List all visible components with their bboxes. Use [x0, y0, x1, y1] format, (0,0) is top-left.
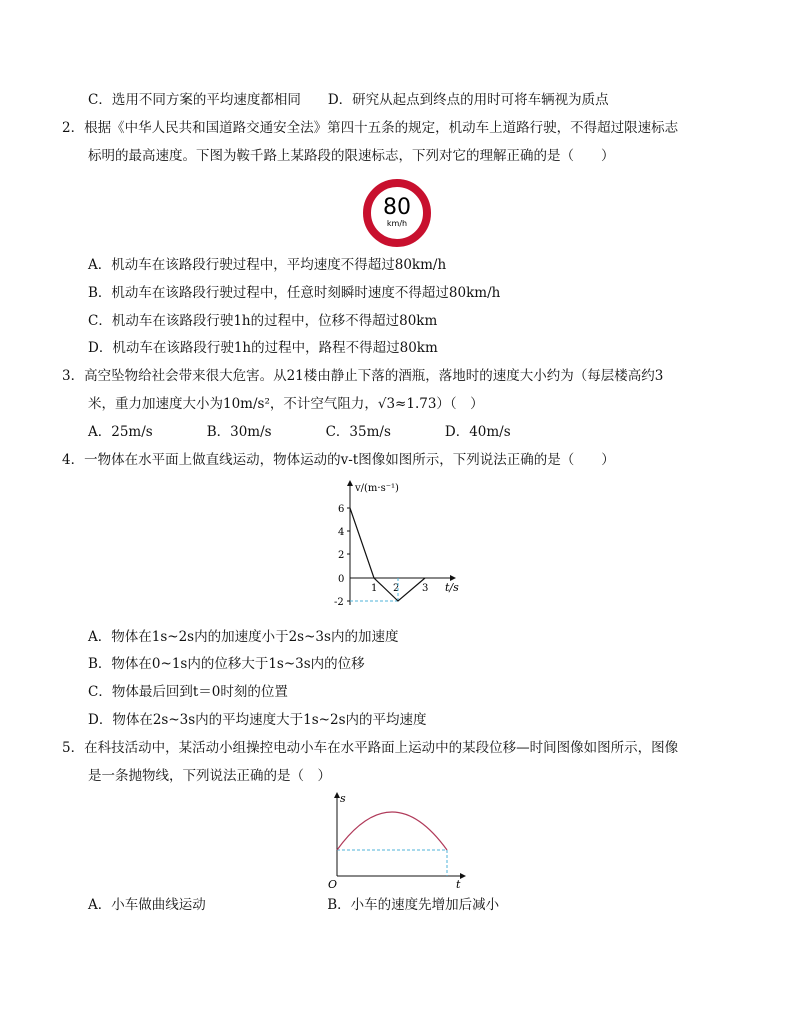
- vt-y-tick-6: 6: [338, 504, 345, 515]
- q4-option-a: A．物体在1s~2s内的加速度小于2s~3s内的加速度: [88, 629, 399, 645]
- sign-number: 80: [383, 195, 411, 220]
- q3-stem-line-1: 3．高空坠物给社会带来很大危害。从21楼由静止下落的酒瓶，落地时的速度大小约为（每层楼高约3: [62, 368, 664, 384]
- vt-x-tick-3: 3: [422, 583, 429, 594]
- q2-option-d: D．机动车在该路段行驶1h的过程中，路程不得超过80km: [88, 340, 438, 356]
- speed-limit-sign: [362, 178, 432, 248]
- q3-options: A．25m/s B．30m/s C．35m/s D．40m/s: [88, 424, 511, 440]
- st-origin-label: O: [328, 878, 338, 890]
- q5-stem-line-2: 是一条抛物线，下列说法正确的是（ ）: [88, 768, 331, 784]
- q2-stem-line-1: 2．根据《中华人民共和国道路交通安全法》第四十五条的规定，机动车上道路行驶，不得超过限速标志: [62, 120, 679, 136]
- sign-unit: km/h: [386, 219, 408, 228]
- st-graph: [325, 790, 475, 890]
- vt-x-tick-1: 1: [371, 583, 378, 594]
- q2-stem-line-2: 标明的最高速度。下图为鞍千路上某路段的限速标志，下列对它的理解正确的是（ ）: [88, 148, 615, 164]
- q5-stem-line-1: 5．在科技活动中，某活动小组操控电动小车在水平路面上运动中的某段位移—时间图像如图所示，图像: [62, 740, 679, 756]
- q4-option-b: B．物体在0~1s内的位移大于1s~3s内的位移: [88, 656, 365, 672]
- vt-x-tick-2: 2: [393, 583, 400, 594]
- st-y-axis-label: s: [340, 792, 346, 805]
- vt-y-tick-4: 4: [338, 527, 345, 538]
- vt-graph: [325, 475, 475, 610]
- vt-y-tick-neg2: -2: [334, 597, 344, 608]
- q5-options: A．小车做曲线运动 B．小车的速度先增加后减小: [88, 897, 500, 913]
- vt-x-ticks: [371, 583, 428, 594]
- q2-option-c: C．机动车在该路段行驶1h的过程中，位移不得超过80km: [88, 313, 438, 329]
- q4-stem: 4．一物体在水平面上做直线运动，物体运动的v-t图像如图所示，下列说法正确的是（ ）: [62, 452, 615, 468]
- st-parabola: [337, 812, 447, 850]
- vt-y-axis-label: v/(m·s⁻¹): [355, 483, 399, 494]
- q3-stem-line-2: 米，重力加速度大小为10m/s²，不计空气阻力，√3≈1.73）（ ）: [88, 396, 484, 412]
- q1-options-cd: C．选用不同方案的平均速度都相同 D．研究从起点到终点的用时可将车辆视为质点: [88, 92, 609, 108]
- q2-option-a: A．机动车在该路段行驶过程中，平均速度不得超过80km/h: [88, 257, 447, 273]
- vt-y-tick-0: 0: [338, 574, 345, 585]
- q4-option-c: C．物体最后回到t＝0时刻的位置: [88, 684, 288, 700]
- vt-line: [350, 508, 425, 601]
- vt-y-ticks: [334, 504, 350, 608]
- st-x-axis-label: t: [456, 878, 461, 890]
- q4-option-d: D．物体在2s~3s内的平均速度大于1s~2s内的平均速度: [88, 712, 427, 728]
- vt-x-axis-label: t/s: [445, 581, 459, 594]
- q2-option-b: B．机动车在该路段行驶过程中，任意时刻瞬时速度不得超过80km/h: [88, 285, 501, 301]
- vt-y-tick-2: 2: [338, 550, 345, 561]
